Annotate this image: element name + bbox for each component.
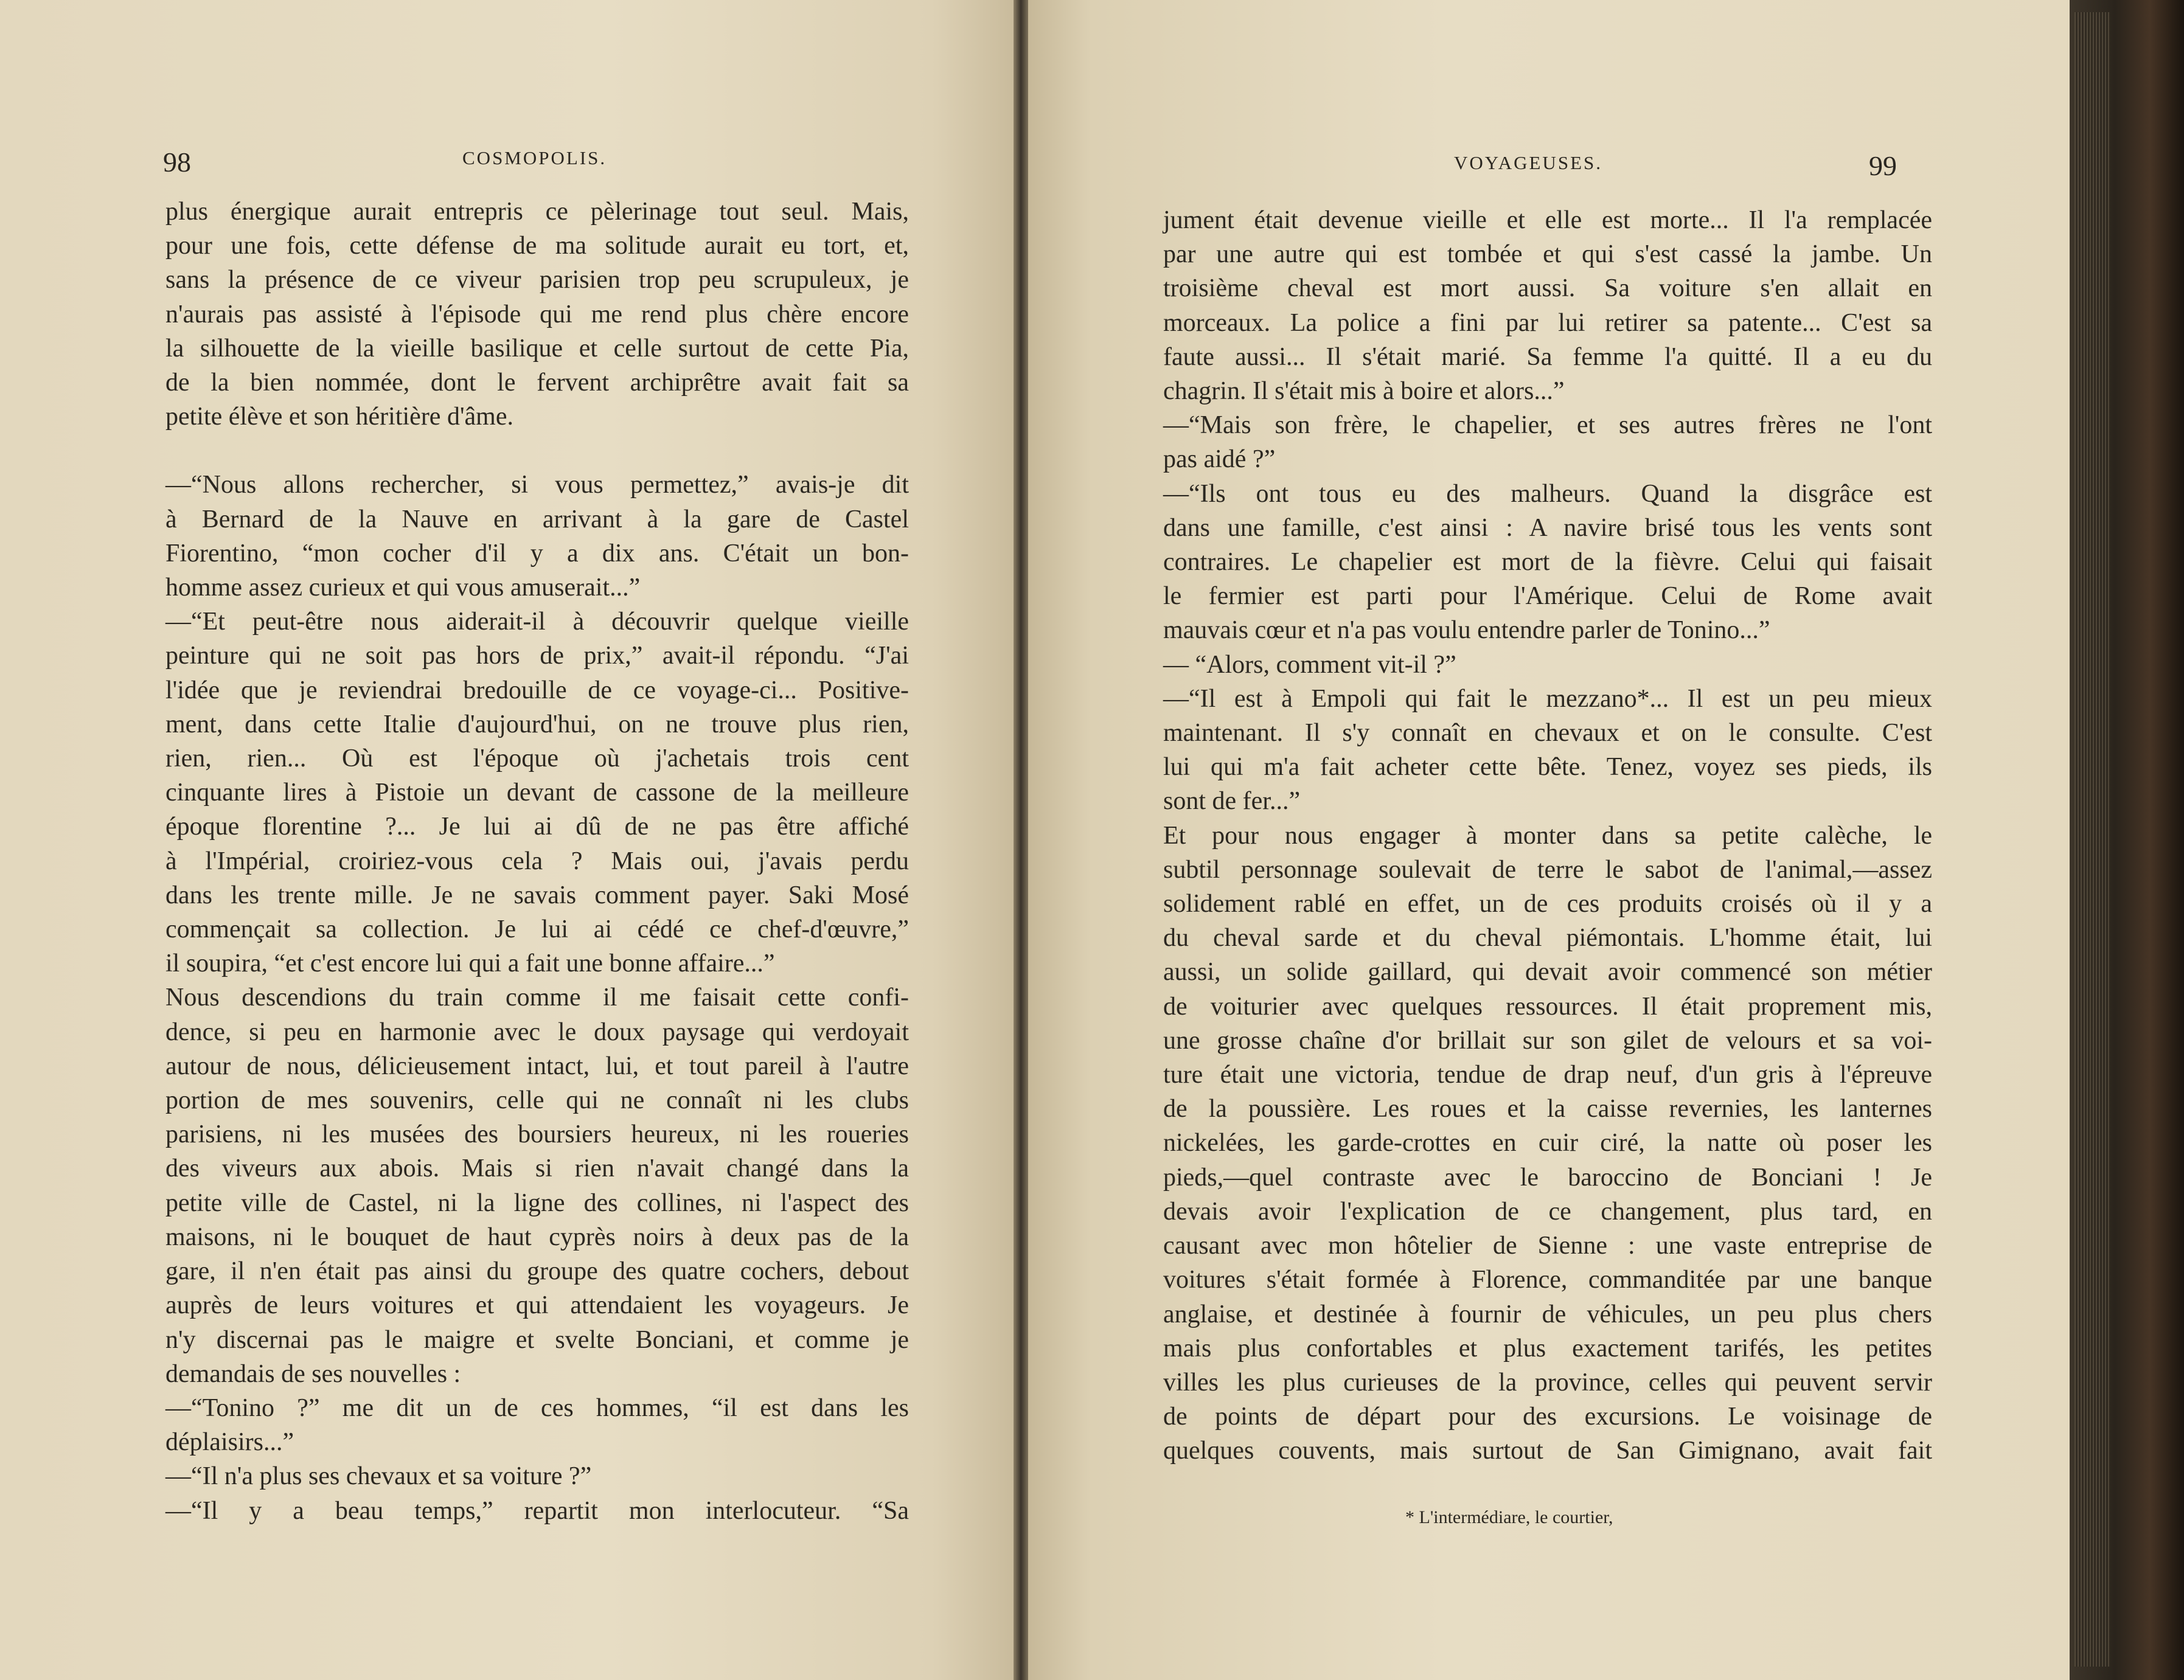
- text-line: l'idée que je reviendrai bredouille de ce voyage-ci... Positive-: [165, 676, 909, 704]
- text-line: causant avec mon hôtelier de Sienne : une vaste entreprise de: [1163, 1232, 1932, 1260]
- text-line: par une autre qui est tombée et qui s'est cassé la jambe. Un: [1163, 240, 1932, 269]
- text-line: gare, il n'en était pas ainsi du groupe des quatre cochers, debout: [165, 1257, 909, 1286]
- text-line: devais avoir l'explication de ce changement, plus tard, en: [1163, 1197, 1932, 1226]
- text-line: maisons, ni le bouquet de haut cyprès noirs à deux pas de la: [165, 1223, 909, 1251]
- text-line: plus énergique aurait entrepris ce pèlerinage tout seul. Mais,: [165, 198, 909, 226]
- text-line: de voiturier avec quelques ressources. Il était proprement mis,: [1163, 992, 1932, 1021]
- right-body-text: [1163, 203, 1932, 1468]
- text-line: à l'Impérial, croiriez-vous cela ? Mais oui, j'avais perdu: [165, 847, 909, 875]
- text-line: villes les plus curieuses de la province, celles qui peuvent servir: [1163, 1368, 1932, 1397]
- running-head-right: VOYAGEUSES.: [1454, 152, 1602, 173]
- text-line: pieds,—quel contraste avec le baroccino de Bonciani ! Je: [1163, 1163, 1932, 1192]
- text-line: cinquante lires à Pistoie un devant de cassone de la meilleure: [165, 779, 909, 807]
- text-line: —“Et peut-être nous aiderait-il à découvrir quelque vieille: [165, 608, 909, 636]
- text-line: subtil personnage soulevait de terre le sabot de l'animal,—assez: [1163, 855, 1932, 884]
- text-line: une grosse chaîne d'or brillait sur son gilet de velours et sa voi-: [1163, 1026, 1932, 1055]
- text-line: maintenant. Il s'y connaît en chevaux et on le consulte. C'est: [1163, 719, 1932, 748]
- text-line: ture était une victoria, tendue de drap neuf, d'un gris à l'épreuve: [1163, 1061, 1932, 1089]
- text-line: de points de départ pour des excursions. Le voisinage de: [1163, 1403, 1932, 1431]
- text-line: petite ville de Castel, ni la ligne des collines, ni l'aspect des: [165, 1189, 909, 1217]
- text-line: sont de fer...”: [1163, 787, 1301, 816]
- text-line: commençait sa collection. Je lui ai cédé ce chef-d'œuvre,”: [165, 915, 909, 944]
- text-line: —“Il est à Empoli qui fait le mezzano*... Il est un peu mieux: [1163, 684, 1932, 713]
- text-line: mauvais cœur et n'a pas voulu entendre parler de Tonino...”: [1163, 616, 1770, 645]
- text-line: mais plus confortables et plus exactement tarifés, les petites: [1163, 1334, 1932, 1362]
- text-line: n'y discernai pas le maigre et svelte Bonciani, et comme je: [165, 1325, 909, 1354]
- text-line: voitures s'était formée à Florence, commanditée par une banque: [1163, 1266, 1932, 1294]
- text-line: morceaux. La police a fini par lui retirer sa patente... C'est sa: [1163, 308, 1932, 337]
- text-line: autour de nous, délicieusement intact, lui, et tout pareil à l'autre: [165, 1052, 909, 1080]
- footnote: * L'intermédiare, le courtier,: [1405, 1507, 1613, 1527]
- text-line: la silhouette de la vieille basilique et celle surtout de cette Pia,: [165, 334, 909, 363]
- text-line: auprès de leurs voitures et qui attendaient les voyageurs. Je: [165, 1291, 909, 1320]
- text-line: peinture qui ne soit pas hors de prix,” avait-il répondu. “J'ai: [165, 642, 909, 670]
- text-line: portion de mes souvenirs, celle qui ne connaît ni les clubs: [165, 1086, 909, 1115]
- paragraph-gap: [165, 434, 909, 468]
- text-line: pour une fois, cette défense de ma solitude aurait eu tort, et,: [165, 232, 909, 260]
- text-line: il soupira, “et c'est encore lui qui a fait une bonne affaire...”: [165, 949, 775, 978]
- text-line: —“Ils ont tous eu des malheurs. Quand la disgrâce est: [1163, 479, 1932, 508]
- text-line: petite élève et son héritière d'âme.: [165, 403, 513, 431]
- text-line: déplaisirs...”: [165, 1428, 294, 1457]
- text-line: chagrin. Il s'était mis à boire et alors...”: [1163, 377, 1565, 406]
- text-line: rien, rien... Où est l'époque où j'achetais trois cent: [165, 745, 909, 773]
- text-line: —“Tonino ?” me dit un de ces hommes, “il est dans les: [165, 1394, 909, 1422]
- book-page-edge-lines: [2074, 12, 2111, 1667]
- text-line: Fiorentino, “mon cocher d'il y a dix ans. C'était un bon-: [165, 539, 909, 568]
- text-line: lui qui m'a fait acheter cette bête. Tenez, voyez ses pieds, ils: [1163, 753, 1932, 782]
- text-line: sans la présence de ce viveur parisien trop peu scrupuleux, je: [165, 266, 909, 294]
- text-line: Et pour nous engager à monter dans sa petite calèche, le: [1163, 821, 1932, 850]
- text-line: des viveurs aux abois. Mais si rien n'avait changé dans la: [165, 1154, 909, 1183]
- text-line: Nous descendions du train comme il me faisait cette confi-: [165, 984, 909, 1012]
- text-line: jument était devenue vieille et elle est morte... Il l'a remplacée: [1163, 206, 1932, 234]
- text-line: quelques couvents, mais surtout de San Gimignano, avait fait: [1163, 1437, 1932, 1465]
- text-line: —“Mais son frère, le chapelier, et ses autres frères ne l'ont: [1163, 411, 1932, 440]
- text-line: de la bien nommée, dont le fervent archiprêtre avait fait sa: [165, 369, 909, 397]
- text-line: —“Il y a beau temps,” repartit mon interlocuteur. “Sa: [165, 1496, 909, 1525]
- text-line: le fermier est parti pour l'Amérique. Celui de Rome avait: [1163, 582, 1932, 611]
- running-head-left: COSMOPOLIS.: [462, 147, 607, 168]
- left-page: [0, 0, 1014, 1680]
- text-line: de la poussière. Les roues et la caisse revernies, les lanternes: [1163, 1095, 1932, 1123]
- text-line: dans les trente mille. Je ne savais comment payer. Saki Mosé: [165, 881, 909, 909]
- text-line: dans une famille, c'est ainsi : A navire brisé tous les vents sont: [1163, 513, 1932, 542]
- text-line: anglaise, et destinée à fournir de véhicules, un peu plus chers: [1163, 1300, 1932, 1328]
- text-line: ment, dans cette Italie d'aujourd'hui, on ne trouve plus rien,: [165, 710, 909, 738]
- text-line: demandais de ses nouvelles :: [165, 1359, 461, 1388]
- right-page: [1028, 0, 2070, 1680]
- text-line: troisième cheval est mort aussi. Sa voiture s'en allait en: [1163, 274, 1932, 303]
- text-line: du cheval sarde et du cheval piémontais. L'homme était, lui: [1163, 924, 1932, 953]
- text-line: époque florentine ?... Je lui ai dû de ne pas être affiché: [165, 813, 909, 841]
- text-line: contraires. Le chapelier est mort de la fièvre. Celui qui faisait: [1163, 548, 1932, 577]
- text-line: faute aussi... Il s'était marié. Sa femme l'a quitté. Il a eu du: [1163, 342, 1932, 371]
- book-gutter: [1014, 0, 1028, 1680]
- text-line: à Bernard de la Nauve en arrivant à la gare de Castel: [165, 505, 909, 533]
- text-line: —“Nous allons rechercher, si vous permettez,” avais-je dit: [165, 471, 909, 499]
- text-line: aussi, un solide gaillard, qui devait avoir commencé son métier: [1163, 958, 1932, 987]
- text-line: — “Alors, comment vit-il ?”: [1163, 650, 1456, 679]
- text-line: solidement rablé en effet, un de ces produits croisés où il y a: [1163, 890, 1932, 918]
- text-line: parisiens, ni les musées des boursiers heureux, ni les roueries: [165, 1120, 909, 1149]
- text-line: n'aurais pas assisté à l'épisode qui me rend plus chère encore: [165, 300, 909, 328]
- text-line: dence, si peu en harmonie avec le doux paysage qui verdoyait: [165, 1018, 909, 1046]
- text-line: nickelées, les garde-crottes en cuir ciré, la natte où poser les: [1163, 1129, 1932, 1158]
- left-body-text: [165, 195, 909, 1528]
- text-line: homme assez curieux et qui vous amuserait...”: [165, 574, 641, 602]
- text-line: —“Il n'a plus ses chevaux et sa voiture ?”: [165, 1462, 592, 1491]
- page-number-left: 98: [163, 147, 191, 178]
- page-number-right: 99: [1869, 150, 1897, 181]
- text-line: pas aidé ?”: [1163, 445, 1276, 474]
